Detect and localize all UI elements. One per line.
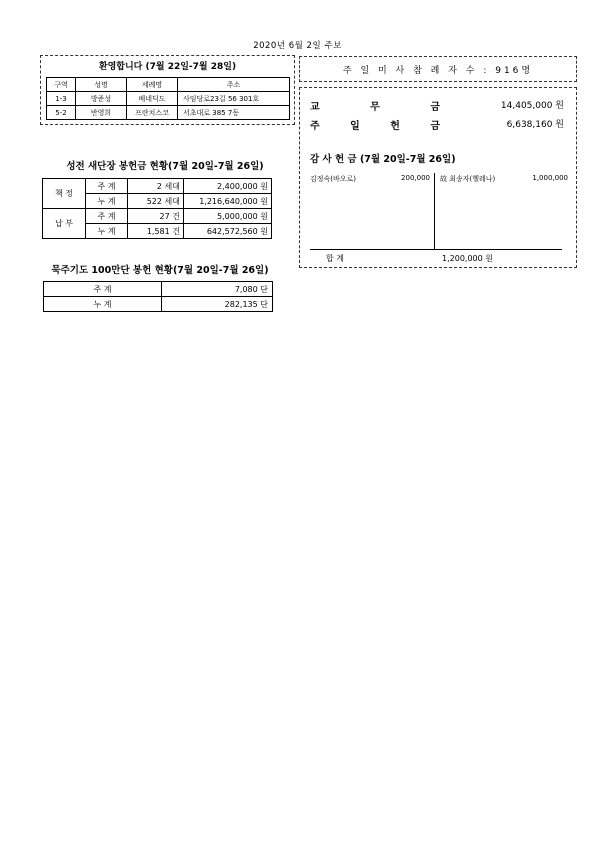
count-cell: 1,581 건 bbox=[128, 224, 184, 239]
table-row bbox=[44, 297, 273, 312]
donor-name: 故 최송자(헬레나) bbox=[440, 175, 496, 183]
rosary-title: 묵주기도 100만단 봉헌 현황(7월 20일-7월 26일) bbox=[51, 265, 269, 276]
baptismal-name-cell: 프란치스코 bbox=[127, 106, 178, 120]
period-cell: 주 계 bbox=[44, 282, 162, 297]
col-baptismal-name: 세례명 bbox=[127, 78, 178, 92]
amount-cell: 5,000,000 원 bbox=[184, 209, 272, 224]
col-address: 주소 bbox=[178, 78, 290, 92]
district-cell: 5-2 bbox=[47, 106, 76, 120]
district-cell: 1-3 bbox=[47, 92, 76, 106]
thanks-entry-right bbox=[440, 174, 568, 184]
donor-name: 김정숙(바오로) bbox=[310, 175, 357, 183]
bulletin-title: 2020년 6월 2일 주보 bbox=[253, 41, 342, 51]
attendance-box bbox=[299, 56, 577, 82]
sunday-label-char: 주 bbox=[310, 121, 320, 132]
count-cell: 2 세대 bbox=[128, 179, 184, 194]
col-district: 구역 bbox=[47, 78, 76, 92]
welcome-title: 환영합니다 (7월 22일-7월 28일) bbox=[98, 62, 237, 72]
tithe-value: 14,405,000 원 bbox=[500, 101, 564, 111]
baptismal-name-cell: 베네딕도 bbox=[127, 92, 178, 106]
count-cell: 7,080 단 bbox=[162, 282, 273, 297]
address-cell: 서초대로 385 7동 bbox=[178, 106, 290, 120]
table-row bbox=[43, 179, 272, 194]
amount-cell: 2,400,000 원 bbox=[184, 179, 272, 194]
period-cell: 누 계 bbox=[86, 194, 128, 209]
period-cell: 누 계 bbox=[86, 224, 128, 239]
table-row bbox=[43, 209, 272, 224]
thanks-offering-title: 감 사 헌 금 (7월 20일-7월 26일) bbox=[310, 154, 456, 165]
category-cell: 책 정 bbox=[43, 179, 86, 209]
table-row bbox=[44, 282, 273, 297]
name-cell: 방준성 bbox=[76, 92, 127, 106]
category-cell: 납 부 bbox=[43, 209, 86, 239]
donor-amount: 200,000 bbox=[401, 174, 430, 182]
column-divider bbox=[434, 173, 435, 249]
tithe-label-char: 교 bbox=[310, 102, 320, 113]
amount-cell: 1,216,640,000 원 bbox=[184, 194, 272, 209]
building-fund-title: 성전 새단장 봉헌금 현황(7월 20일-7월 26일) bbox=[66, 161, 264, 172]
sunday-label-char: 헌 bbox=[390, 121, 400, 132]
donor-amount: 1,000,000 bbox=[532, 174, 568, 182]
total-divider bbox=[310, 249, 562, 250]
period-cell: 주 계 bbox=[86, 179, 128, 194]
tithe-label bbox=[310, 98, 440, 113]
attendance-text: 주 일 미 사 참 례 자 수 : 916명 bbox=[342, 65, 534, 76]
building-fund-table bbox=[42, 178, 272, 239]
welcome-header-row bbox=[47, 78, 290, 92]
count-cell: 27 건 bbox=[128, 209, 184, 224]
sunday-offering-value: 6,638,160 원 bbox=[506, 120, 564, 130]
welcome-box bbox=[40, 55, 295, 125]
sunday-label-char: 일 bbox=[350, 121, 360, 132]
tithe-label-char: 무 bbox=[370, 102, 380, 113]
thanks-entry-left bbox=[310, 174, 430, 184]
rosary-table bbox=[43, 281, 273, 312]
sunday-label-char: 금 bbox=[430, 121, 440, 132]
sunday-offering-label bbox=[310, 117, 440, 132]
tithe-label-char: 금 bbox=[430, 102, 440, 113]
col-name: 성명 bbox=[76, 78, 127, 92]
period-cell: 주 계 bbox=[86, 209, 128, 224]
welcome-table bbox=[46, 77, 290, 120]
count-cell: 282,135 단 bbox=[162, 297, 273, 312]
period-cell: 누 계 bbox=[44, 297, 162, 312]
name-cell: 반영희 bbox=[76, 106, 127, 120]
amount-cell: 642,572,560 원 bbox=[184, 224, 272, 239]
total-value: 1,200,000 원 bbox=[442, 254, 493, 263]
count-cell: 522 세대 bbox=[128, 194, 184, 209]
total-label: 합 계 bbox=[326, 254, 344, 263]
address-cell: 사임당로23길 56 301호 bbox=[178, 92, 290, 106]
welcome-row bbox=[47, 92, 290, 106]
welcome-row bbox=[47, 106, 290, 120]
offerings-box bbox=[299, 87, 577, 268]
